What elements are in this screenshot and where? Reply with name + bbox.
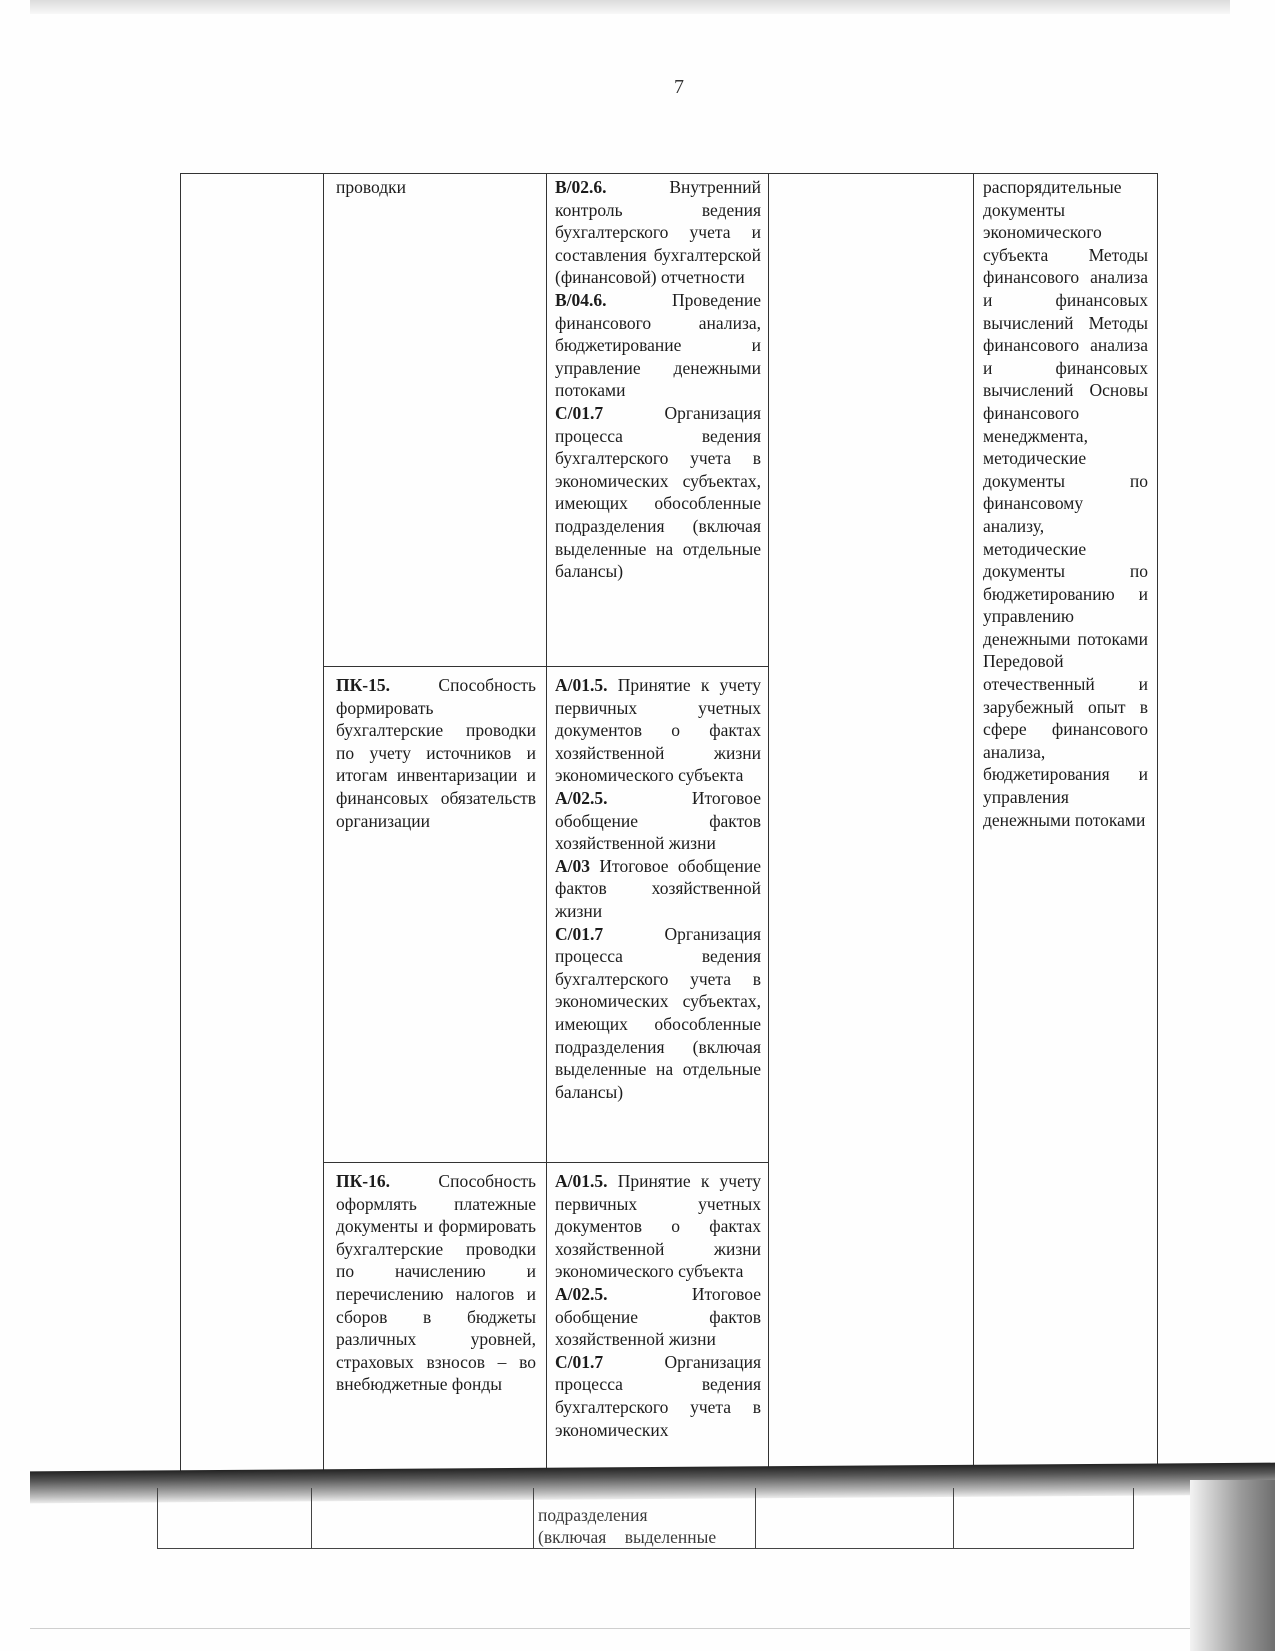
row-divider-1	[323, 666, 768, 667]
knowledge-cell	[983, 176, 1148, 831]
function-item: А/01.5. Принятие к учету первичных учетных документов о фактах хозяйственной жизни экономического субъекта	[555, 1171, 761, 1282]
folded-line-2: (включая выделенные	[538, 1527, 717, 1547]
competency-pk15: ПК-15. Способность формировать бухгалтерские проводки по учету источников и итогам инвентаризации и финансовых обязательств организации	[336, 675, 536, 831]
function-item: В/04.6. Проведение финансового анализа, бюджетирование и управление денежными потоками	[555, 289, 761, 401]
col-divider-2	[546, 174, 547, 1474]
col-divider-3	[768, 174, 769, 1474]
fold-col-divider	[953, 1488, 954, 1548]
row3-functions-cell	[555, 1170, 761, 1441]
function-item: В/02.6. Внутренний контроль ведения бухгалтерского учета и составления бухгалтерской (финансовой) отчетности	[555, 177, 761, 288]
page-number: 7	[674, 76, 684, 98]
fold-col-divider	[311, 1488, 312, 1548]
function-item: А/02.5. Итоговое обобщение фактов хозяйственной жизни	[555, 787, 761, 854]
competency-table	[180, 173, 1158, 1474]
row2-functions-cell	[555, 674, 761, 1103]
knowledge-text: распорядительные документы экономического субъекта Методы финансового анализа и финансовых вычислений Методы финансового анализа и финансовых вычислений Основы финансового менеджмента, методические документы по финансовому анализу, методические документы по бюджетированию и управлению денежными потоками Передовой отечественный и зарубежный опыт в сфере финансового анализа, бюджетирования и управления денежными потоками	[983, 177, 1148, 830]
function-item: А/02.5. Итоговое обобщение фактов хозяйственной жизни	[555, 1283, 761, 1350]
folded-line-1: подразделения	[538, 1505, 648, 1525]
function-item: С/01.7 Организация процесса ведения бухгалтерского учета в экономических субъектах, имеющих обособленные подразделения (включая выделенные на отдельные балансы)	[555, 923, 761, 1102]
row2-competency-cell	[336, 674, 536, 832]
folded-text	[538, 1504, 748, 1548]
col-divider-1	[323, 174, 324, 1474]
row1-functions-cell	[555, 176, 761, 583]
scan-top-edge	[30, 0, 1230, 14]
scan-bottom-edge	[30, 1628, 1190, 1629]
function-item: С/01.7 Организация процесса ведения бухгалтерского учета в экономических субъектах, имеющих обособленные подразделения (включая выделенные на отдельные балансы)	[555, 402, 761, 582]
page-fold-right-edge	[1190, 1480, 1275, 1651]
function-item: А/01.5. Принятие к учету первичных учетных документов о фактах хозяйственной жизни экономического субъекта	[555, 675, 761, 786]
col-divider-4	[973, 174, 974, 1474]
row3-competency-cell	[336, 1170, 536, 1396]
fold-col-divider	[533, 1488, 534, 1548]
row1-competency-cell	[336, 176, 536, 199]
row-divider-2	[323, 1162, 768, 1163]
function-item: А/03 Итоговое обобщение фактов хозяйственной жизни	[555, 855, 761, 921]
competency-pk16: ПК-16. Способность оформлять платежные документы и формировать бухгалтерские проводки по начислению и перечислению налогов и сборов в бюджеты различных уровней, страховых взносов – во внебюджетные фонды	[336, 1171, 536, 1395]
row1-competency-text: проводки	[336, 177, 407, 197]
function-item: С/01.7 Организация процесса ведения бухгалтерского учета в экономических	[555, 1351, 761, 1440]
fold-col-divider	[755, 1488, 756, 1548]
